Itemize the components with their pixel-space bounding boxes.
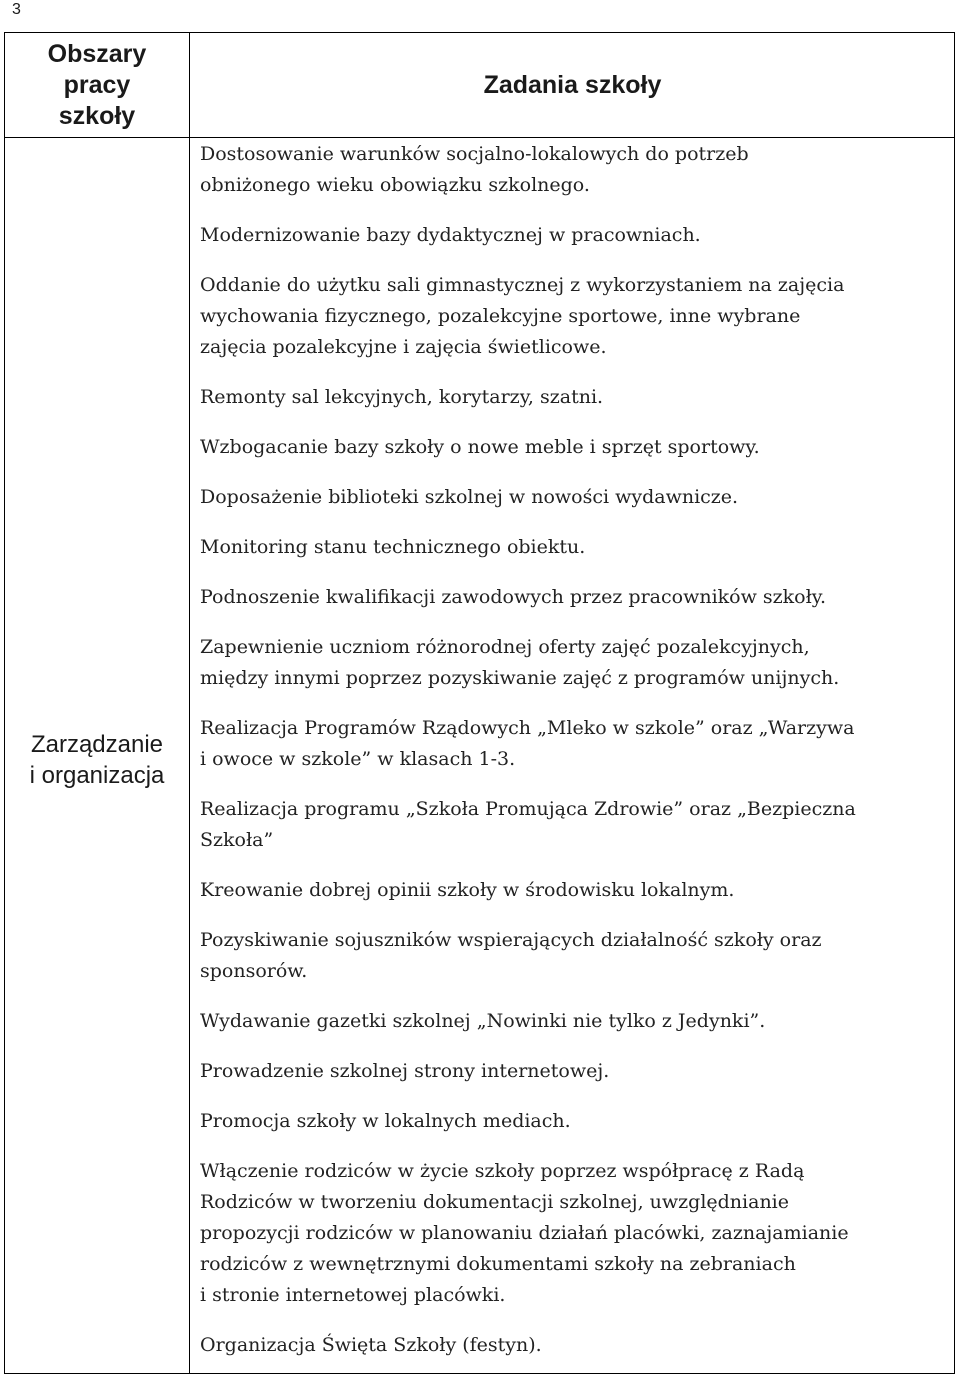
task-item: Kreowanie dobrej opinii szkoły w środowisku lokalnym.	[200, 879, 735, 901]
tasks-table	[4, 32, 955, 1374]
header-tasks-label: Zadania szkoły	[483, 70, 662, 99]
header-tasks	[191, 33, 954, 137]
task-item: Realizacja Programów Rządowych „Mleko w szkole” oraz „Warzywa i owoce w szkole” w klasach 1-3.	[200, 717, 855, 770]
task-item: Realizacja programu „Szkoła Promująca Zdrowie” oraz „Bezpieczna Szkoła”	[200, 798, 856, 851]
area-label	[5, 729, 189, 791]
header-areas-label: Obszary pracy szkoły	[47, 39, 147, 130]
task-item: Oddanie do użytku sali gimnastycznej z wykorzystaniem na zajęcia wychowania fizycznego, pozalekcyjne sportowe, inne wybrane zajęcia pozalekcyjne i zajęcia świetlicowe.	[200, 274, 845, 358]
header-areas	[5, 33, 189, 137]
task-item: Doposażenie biblioteki szkolnej w nowości wydawnicze.	[200, 486, 739, 508]
column-divider	[189, 33, 190, 1373]
task-item: Wzbogacanie bazy szkoły o nowe meble i sprzęt sportowy.	[200, 436, 760, 458]
task-item: Prowadzenie szkolnej strony internetowej.	[200, 1060, 610, 1082]
task-item: Zapewnienie uczniom różnorodnej oferty zajęć pozalekcyjnych, między innymi poprzez pozyskiwanie zajęć z programów unijnych.	[200, 636, 840, 689]
task-item: Pozyskiwanie sojuszników wspierających działalność szkoły oraz sponsorów.	[200, 929, 822, 982]
task-item: Promocja szkoły w lokalnych mediach.	[200, 1110, 571, 1132]
task-item: Wydawanie gazetki szkolnej „Nowinki nie tylko z Jedynki”.	[200, 1010, 766, 1032]
area-label-text: Zarządzanie i organizacja	[29, 731, 165, 789]
task-item: Dostosowanie warunków socjalno-lokalowych do potrzeb obniżonego wieku obowiązku szkolnego.	[200, 143, 749, 196]
task-list	[200, 139, 948, 1380]
task-item: Monitoring stanu technicznego obiektu.	[200, 536, 586, 558]
task-item: Włączenie rodziców w życie szkoły poprzez współpracę z Radą Rodziców w tworzeniu dokumentacji szkolnej, uwzględnianie propozycji rodziców w planowaniu działań placówki, zaznajamianie rodziców z wewnętrznymi dokumentami szkoły na zebraniach i stronie internetowej placówki.	[200, 1160, 849, 1306]
page-number: 3	[12, 1, 21, 18]
task-item: Remonty sal lekcyjnych, korytarzy, szatni.	[200, 386, 604, 408]
header-divider	[5, 137, 954, 138]
task-item: Podnoszenie kwalifikacji zawodowych przez pracowników szkoły.	[200, 586, 827, 608]
task-item: Modernizowanie bazy dydaktycznej w pracowniach.	[200, 224, 701, 246]
task-item: Organizacja Święta Szkoły (festyn).	[200, 1334, 542, 1356]
